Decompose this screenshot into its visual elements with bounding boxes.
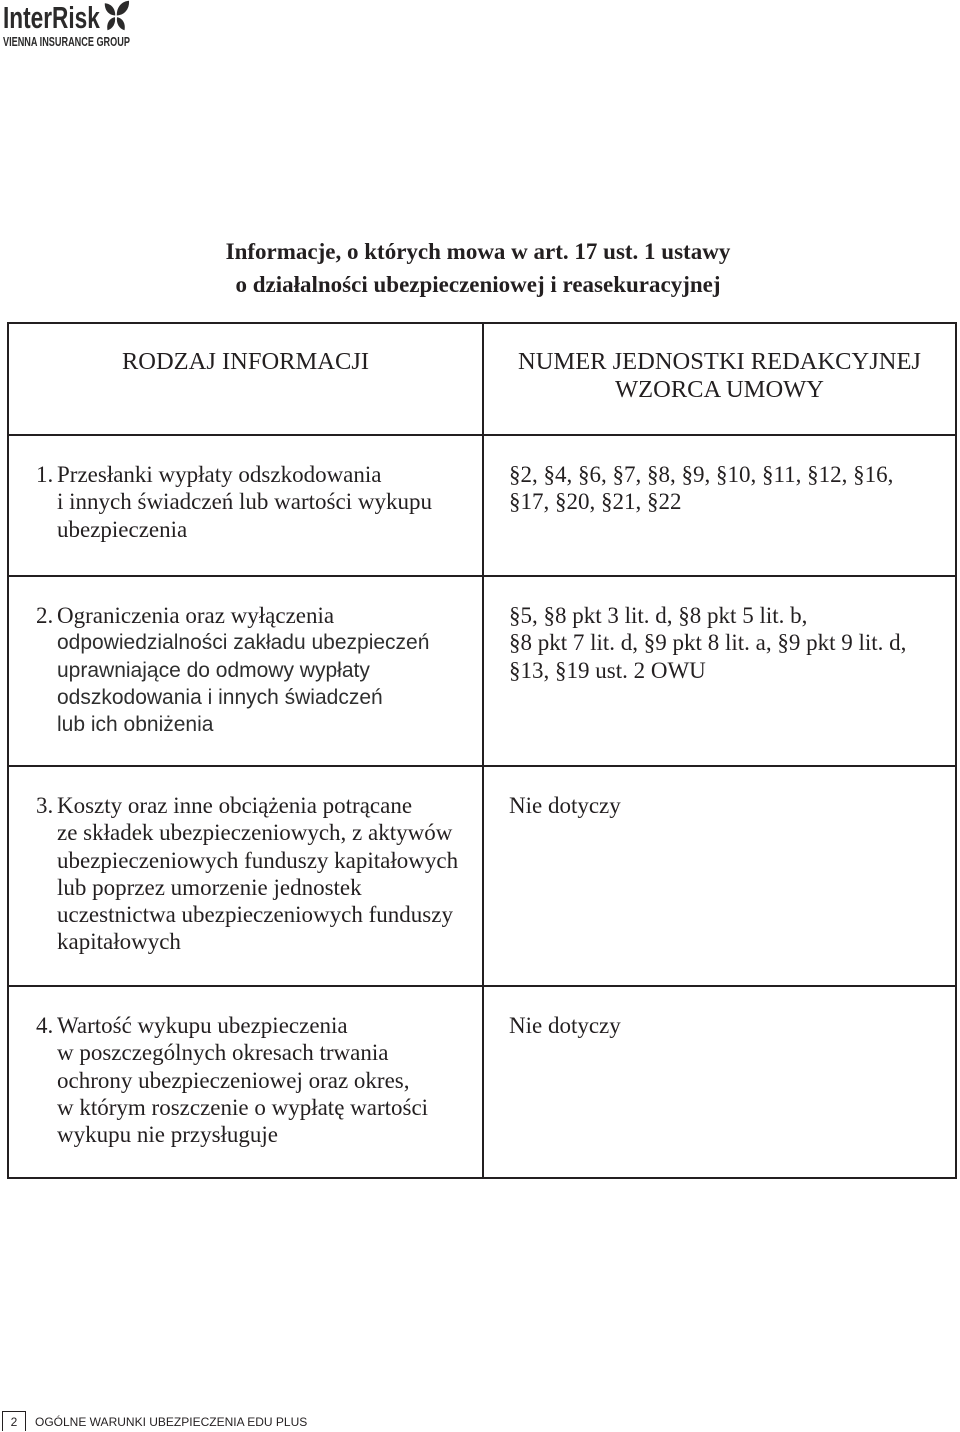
info-text-line: ze składek ubezpieczeniowych, z aktywów <box>57 820 453 846</box>
table-row-3-info-cell <box>9 767 484 987</box>
unit-reference-line: §13, §19 ust. 2 OWU <box>509 657 706 683</box>
info-text-line: Ograniczenia oraz wyłączenia <box>57 603 335 628</box>
info-text-line: w poszczególnych okresach trwania <box>57 1040 389 1066</box>
document-title-line-1: Informacje, o których mowa w art. 17 ust. 1 ustawy <box>225 239 731 264</box>
info-text-line: uczestnictwa ubezpieczeniowych funduszy <box>57 902 453 928</box>
column-header-unit-number <box>484 324 957 436</box>
info-text-line: odpowiedzialności zakładu ubezpieczeń <box>57 631 430 655</box>
unit-reference-line: Nie dotyczy <box>509 793 621 818</box>
unit-reference-line: §8 pkt 7 lit. d, §9 pkt 8 lit. a, §9 pkt 9 lit. d, <box>509 630 907 656</box>
table-row-4-units-cell <box>484 987 957 1179</box>
info-text-line: w którym roszczenie o wypłatę wartości <box>57 1094 429 1120</box>
table-row-3-units-cell <box>484 767 957 987</box>
logo-brand-name: InterRisk <box>3 0 100 35</box>
info-text-line: odszkodowania i innych świadczeń <box>57 685 383 709</box>
page-number: 2 <box>2 1411 26 1431</box>
item-number: 3. <box>36 793 54 818</box>
document-title-line-2: o działalności ubezpieczeniowej i reasekuracyjnej <box>235 272 721 297</box>
column-header-label: RODZAJ INFORMACJI <box>121 348 370 375</box>
item-number: 1. <box>36 462 54 487</box>
document-title <box>0 235 956 301</box>
table-row-2-units-cell <box>484 577 957 767</box>
info-text-line: ubezpieczenia <box>57 516 188 542</box>
logo-tagline: VIENNA INSURANCE GROUP <box>3 35 130 49</box>
info-text-line: lub poprzez umorzenie jednostek <box>57 874 362 900</box>
table-row-1-units-cell <box>484 436 957 577</box>
footer-title: OGÓLNE WARUNKI UBEZPIECZENIA EDU PLUS <box>35 1415 308 1429</box>
butterfly-wing-upper-right <box>117 1 129 16</box>
column-header-info-type <box>9 324 484 436</box>
butterfly-wing-lower-right <box>117 17 125 30</box>
info-text-line: wykupu nie przysługuje <box>57 1122 279 1148</box>
info-text-line: Koszty oraz inne obciążenia potrącane <box>57 793 413 818</box>
info-text-line: uprawniające do odmowy wypłaty <box>57 658 370 682</box>
column-header-label: NUMER JEDNOSTKI REDAKCYJNEJ <box>518 348 921 375</box>
table-row-4-info-cell <box>9 987 484 1179</box>
info-text-line: ubezpieczeniowych funduszy kapitałowych <box>57 847 459 873</box>
unit-reference-line: §17, §20, §21, §22 <box>509 489 682 515</box>
information-table <box>7 322 957 1179</box>
butterfly-wing-upper-left <box>105 3 115 15</box>
item-number: 4. <box>36 1013 54 1038</box>
info-text-line: Przesłanki wypłaty odszkodowania <box>57 462 382 487</box>
unit-reference-line: §2, §4, §6, §7, §8, §9, §10, §11, §12, §16, <box>509 462 894 487</box>
info-text-line: Wartość wykupu ubezpieczenia <box>57 1013 348 1038</box>
table-row-1-info-cell <box>9 436 484 577</box>
info-text-line: lub ich obniżenia <box>57 713 214 737</box>
butterfly-icon <box>102 0 130 32</box>
info-text-line: ochrony ubezpieczeniowej oraz okres, <box>57 1067 410 1093</box>
butterfly-wing-lower-left <box>107 17 115 30</box>
unit-reference-line: Nie dotyczy <box>509 1013 621 1038</box>
column-header-label: WZORCA UMOWY <box>615 376 824 403</box>
info-text-line: i innych świadczeń lub wartości wykupu <box>57 489 432 515</box>
table-row-2-info-cell <box>9 577 484 767</box>
item-number: 2. <box>36 603 54 628</box>
unit-reference-line: §5, §8 pkt 3 lit. d, §8 pkt 5 lit. b, <box>509 603 808 628</box>
info-text-line: kapitałowych <box>57 929 181 955</box>
